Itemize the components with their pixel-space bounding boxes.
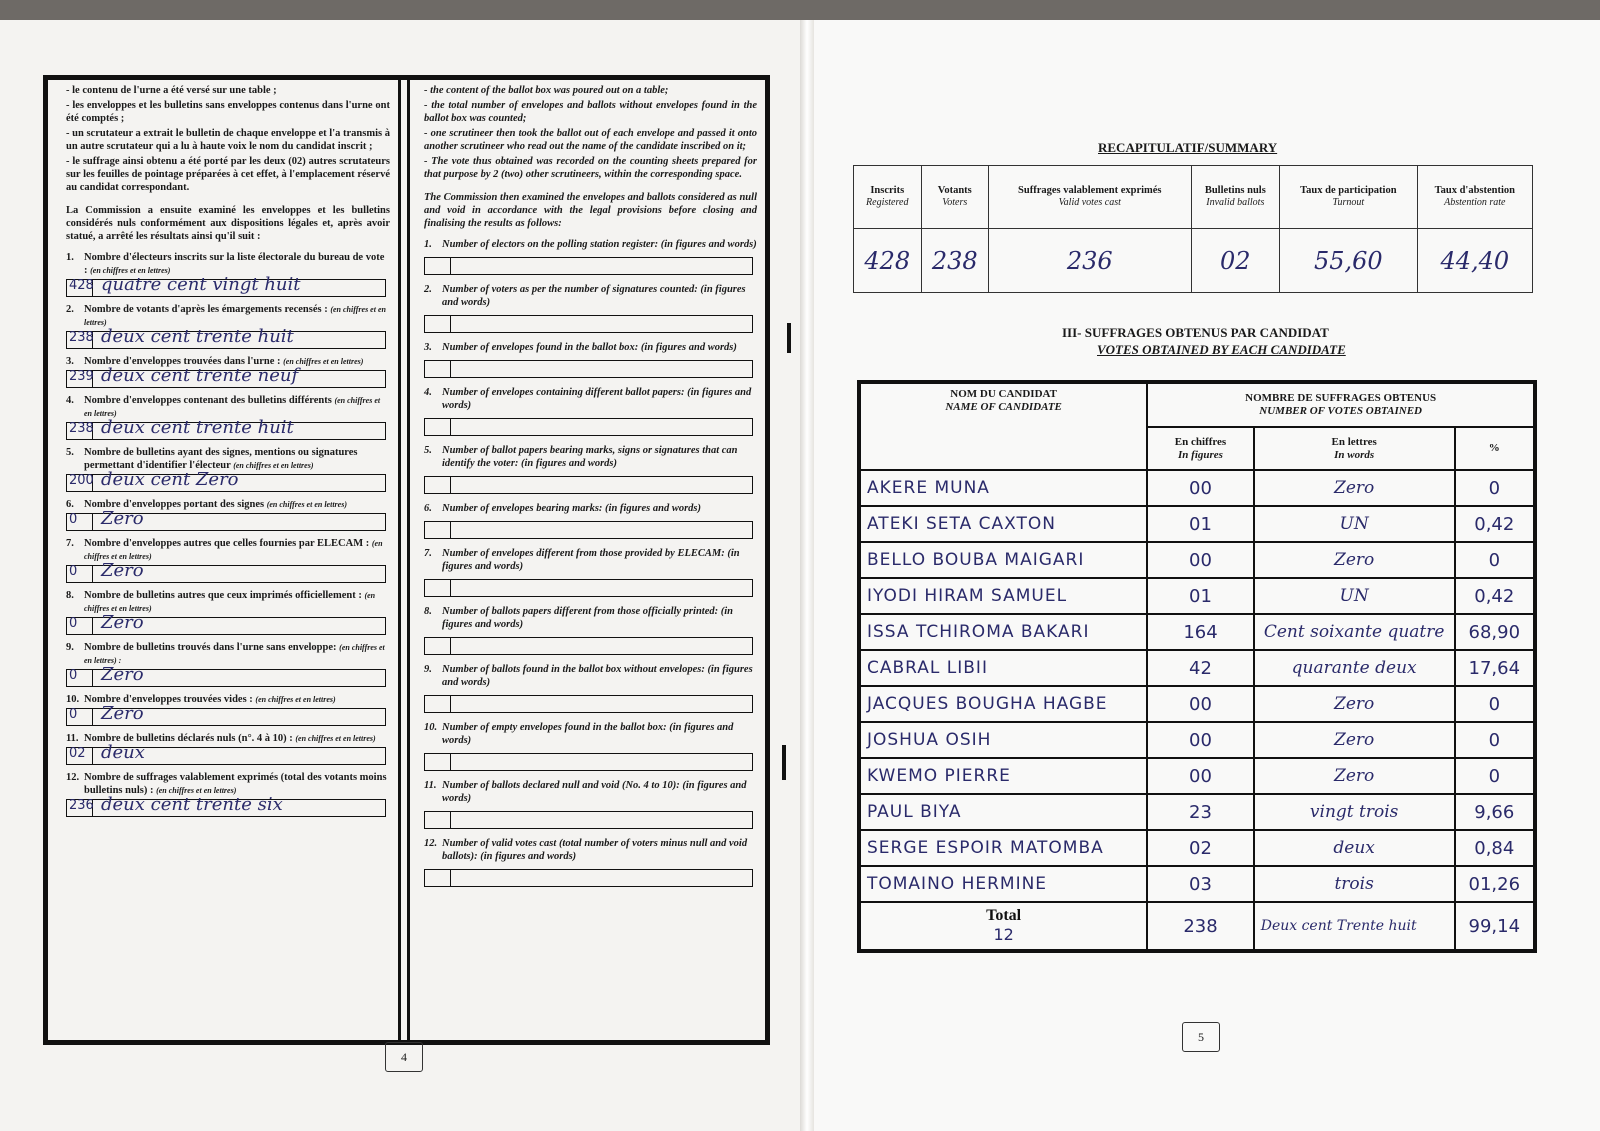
col-header-name (859, 382, 1147, 470)
page-number-right: 5 (1182, 1022, 1220, 1052)
item-question (424, 721, 757, 747)
answer-field[interactable] (66, 365, 386, 388)
item-label: Nombre d'enveloppes trouvées vides : (84, 694, 253, 705)
candidate-row (859, 578, 1535, 614)
item-label: Nombre d'enveloppes trouvées dans l'urne : (84, 356, 281, 367)
candidate-name: KWEMO PIERRE (859, 758, 1147, 794)
summary-header (854, 166, 922, 229)
col-header-words (1254, 427, 1455, 470)
form-item (424, 547, 757, 597)
candidate-percent: 0,84 (1455, 830, 1535, 866)
summary-header-fr: Taux de participation (1300, 185, 1397, 196)
item-label: Nombre de suffrages valablement exprimés (total des votants moins bulletins nuls) : (84, 772, 387, 796)
french-items (66, 251, 390, 817)
col-votes-fr: NOMBRE DE SUFFRAGES OBTENUS (1245, 392, 1437, 404)
item-number: 4. (66, 395, 74, 406)
candidate-figures: 23 (1147, 794, 1253, 830)
form-item (424, 238, 757, 275)
candidate-name: ISSA TCHIROMA BAKARI (859, 614, 1147, 650)
candidate-words: Cent soixante quatre (1254, 614, 1455, 650)
answer-field[interactable] (424, 579, 753, 597)
intro-bullet: - the total number of envelopes and ballots without envelopes found in the ballot box was counted; (424, 100, 757, 124)
candidate-row (859, 794, 1535, 830)
figure-cell (425, 754, 451, 770)
candidate-name: JACQUES BOUGHA HAGBE (859, 686, 1147, 722)
answer-field[interactable] (66, 742, 386, 765)
col-header-percent: % (1455, 427, 1535, 470)
intro-bullet: - The vote thus obtained was recorded on the counting sheets prepared for that purpose by 2 (two) other scrutineers, within the corresponding space. (424, 156, 757, 180)
item-number: 7. (66, 538, 74, 549)
item-number: 2. (66, 304, 74, 315)
item-question (424, 341, 757, 354)
item-question (424, 663, 757, 689)
candidate-percent: 01,26 (1455, 866, 1535, 902)
candidate-figures: 02 (1147, 830, 1253, 866)
item-question (424, 283, 757, 309)
item-question (424, 238, 757, 251)
form-item (424, 502, 757, 539)
item-hint: (en chiffres et en lettres) (84, 591, 376, 613)
form-item (66, 303, 390, 349)
candidate-percent: 17,64 (1455, 650, 1535, 686)
answer-field[interactable] (424, 637, 753, 655)
item-number: 12. (424, 838, 438, 849)
summary-header-fr: Bulletins nuls (1204, 185, 1266, 196)
item-question (424, 547, 757, 573)
candidate-name: PAUL BIYA (859, 794, 1147, 830)
summary-table (853, 165, 1533, 293)
candidate-figures: 00 (1147, 758, 1253, 794)
answer-field[interactable] (424, 869, 753, 887)
answer-field[interactable] (66, 274, 386, 297)
item-label: Nombre de bulletins déclarés nuls (n°. 4 à 10) : (84, 733, 293, 744)
figure-cell (425, 696, 451, 712)
candidate-count: 12 (993, 925, 1014, 944)
form-item (66, 537, 390, 583)
answer-figure: 0 (69, 668, 78, 683)
answer-figure: 200 (69, 473, 94, 488)
answer-words: Zero (101, 703, 144, 724)
answer-field[interactable] (66, 469, 386, 492)
candidate-words: deux (1254, 830, 1455, 866)
form-item (424, 341, 757, 378)
total-row (859, 902, 1535, 951)
intro-bullet: - one scrutineer then took the ballot out of each envelope and passed it onto another scrutineer who read out the name of the candidate inscribed on it; (424, 128, 757, 152)
item-label: Number of envelopes containing different ballot papers: (in figures and words) (442, 387, 752, 411)
item-hint: (en chiffres et en lettres) (233, 461, 314, 470)
intro-bullet: - le suffrage ainsi obtenu a été porté par les deux (02) autres scrutateurs sur les feuilles de pointage préparées à cet effet, à l'emplacement réservé au candidat correspondant. (66, 156, 390, 193)
form-item (66, 446, 390, 492)
form-item (66, 771, 390, 817)
answer-field[interactable] (66, 612, 386, 635)
item-hint: (en chiffres et en lettres) : (84, 643, 385, 665)
item-hint: (en chiffres et en lettres) (84, 539, 383, 561)
candidate-name: IYODI HIRAM SAMUEL (859, 578, 1147, 614)
answer-field[interactable] (424, 695, 753, 713)
intro-bullet: - un scrutateur a extrait le bulletin de chaque enveloppe et l'a transmis à un autre scrutateur qui a lu à haute voix le nom du candidat inscrit ; (66, 128, 390, 152)
summary-header-en: Voters (942, 197, 968, 208)
item-number: 4. (424, 387, 432, 398)
form-item (424, 283, 757, 333)
answer-figure: 0 (69, 707, 78, 722)
answer-field[interactable] (66, 664, 386, 687)
item-label: Nombre d'électeurs inscrits sur la liste électorale du bureau de vote : (84, 252, 385, 276)
figure-cell (425, 870, 451, 886)
item-number: 8. (66, 590, 74, 601)
answer-field[interactable] (424, 360, 753, 378)
answer-field[interactable] (424, 476, 753, 494)
form-item (66, 498, 390, 531)
item-hint: (en chiffres et en lettres) (90, 266, 171, 275)
candidate-percent: 9,66 (1455, 794, 1535, 830)
candidate-figures: 00 (1147, 686, 1253, 722)
item-label: Nombre d'enveloppes contenant des bulletins différents (84, 395, 332, 406)
english-items (424, 238, 757, 887)
answer-figure: 238 (69, 421, 94, 436)
item-number: 5. (424, 445, 432, 456)
item-question (424, 779, 757, 805)
answer-field[interactable] (66, 560, 386, 583)
item-number: 8. (424, 606, 432, 617)
candidate-row (859, 686, 1535, 722)
summary-value: 238 (921, 229, 989, 293)
candidate-words: trois (1254, 866, 1455, 902)
english-column (407, 80, 765, 1040)
answer-figure: 238 (69, 330, 94, 345)
candidate-figures: 00 (1147, 542, 1253, 578)
item-number: 6. (424, 503, 432, 514)
french-paragraph: La Commission a ensuite examiné les enveloppes et les bulletins considérés nuls conformément aux dispositions légales et, après avoir statué, a arrêté les résultats ainsi qu'il suit : (66, 205, 390, 242)
candidate-figures: 03 (1147, 866, 1253, 902)
candidate-name: AKERE MUNA (859, 470, 1147, 506)
total-words: Deux cent Trente huit (1254, 902, 1455, 951)
answer-words: Zero (101, 508, 144, 529)
form-item (66, 394, 390, 440)
answer-field[interactable] (424, 257, 753, 275)
answer-figure: 0 (69, 512, 78, 527)
figure-cell (425, 477, 451, 493)
english-intro (424, 84, 757, 181)
candidate-percent: 0 (1455, 542, 1535, 578)
form-item (424, 663, 757, 713)
answer-figure: 428 (69, 278, 94, 293)
item-label: Number of empty envelopes found in the ballot box: (in figures and words) (442, 722, 734, 746)
summary-header-en: Valid votes cast (1058, 197, 1121, 208)
figure-cell (425, 258, 451, 274)
item-number: 1. (66, 252, 74, 263)
candidate-name: CABRAL LIBII (859, 650, 1147, 686)
item-label: Nombre d'enveloppes autres que celles fournies par ELECAM : (84, 538, 370, 549)
answer-words: quatre cent vingt huit (101, 274, 301, 295)
candidate-figures: 00 (1147, 470, 1253, 506)
col-header-votes (1147, 382, 1535, 427)
votes-table (857, 380, 1537, 953)
intro-bullet: - les enveloppes et les bulletins sans enveloppes contenus dans l'urne ont été comptés ; (66, 100, 390, 124)
answer-words: deux cent Zero (101, 469, 239, 490)
item-label: Nombre de bulletins ayant des signes, mentions ou signatures permettant d'identifier l'électeur (84, 447, 358, 471)
binding-mark (787, 323, 791, 353)
answer-field[interactable] (66, 508, 386, 531)
col-words-en: In words (1334, 448, 1375, 461)
item-hint: (en chiffres et en lettres) (295, 734, 376, 743)
item-number: 3. (66, 356, 74, 367)
summary-value: 55,60 (1280, 229, 1418, 293)
answer-words: deux cent trente huit (101, 417, 294, 438)
answer-field[interactable] (424, 418, 753, 436)
item-label: Number of envelopes different from those provided by ELECAM: (in figures and words) (442, 548, 740, 572)
answer-words: deux cent trente huit (101, 326, 294, 347)
form-item (66, 355, 390, 388)
item-question (424, 837, 757, 863)
col-fig-en: In figures (1178, 448, 1223, 461)
candidate-name: TOMAINO HERMINE (859, 866, 1147, 902)
candidate-words: Zero (1254, 470, 1455, 506)
item-hint: (en chiffres et en lettres) (283, 357, 364, 366)
item-number: 9. (66, 642, 74, 653)
summary-header-fr: Taux d'abstention (1434, 185, 1516, 196)
answer-figure: 0 (69, 564, 78, 579)
candidate-row (859, 470, 1535, 506)
candidate-row (859, 650, 1535, 686)
summary-header (921, 166, 989, 229)
item-number: 9. (424, 664, 432, 675)
answer-words: deux cent trente six (101, 794, 283, 815)
figure-cell (425, 580, 451, 596)
candidate-words: quarante deux (1254, 650, 1455, 686)
col-votes-en: NUMBER OF VOTES OBTAINED (1259, 405, 1422, 417)
item-hint: (en chiffres et en lettres) (84, 305, 386, 327)
item-number: 11. (424, 780, 437, 791)
figure-cell (425, 316, 451, 332)
answer-words: deux (101, 742, 145, 763)
summary-header-en: Turnout (1332, 197, 1365, 208)
summary-value: 02 (1191, 229, 1280, 293)
candidate-row (859, 866, 1535, 902)
candidate-words: UN (1254, 578, 1455, 614)
item-number: 1. (424, 239, 432, 250)
candidate-name: JOSHUA OSIH (859, 722, 1147, 758)
col-fig-fr: En chiffres (1174, 435, 1227, 448)
candidate-percent: 0,42 (1455, 506, 1535, 542)
candidate-name: ATEKI SETA CAXTON (859, 506, 1147, 542)
form-item (66, 732, 390, 765)
candidate-words: vingt trois (1254, 794, 1455, 830)
item-number: 5. (66, 447, 74, 458)
item-label: Number of ballots found in the ballot box without envelopes: (in figures and words) (442, 664, 753, 688)
candidate-percent: 68,90 (1455, 614, 1535, 650)
summary-header-en: Invalid ballots (1206, 197, 1265, 208)
item-number: 12. (66, 772, 80, 783)
answer-field[interactable] (424, 811, 753, 829)
form-item (66, 693, 390, 726)
figure-cell (425, 361, 451, 377)
answer-field[interactable] (424, 521, 753, 539)
summary-header-fr: Inscrits (870, 185, 905, 196)
summary-title: RECAPITULATIF/SUMMARY (1098, 140, 1278, 155)
candidate-figures: 164 (1147, 614, 1253, 650)
total-cell (859, 902, 1147, 951)
total-percent: 99,14 (1455, 902, 1535, 951)
answer-figure: 239 (69, 369, 94, 384)
form-item (424, 779, 757, 829)
item-question (424, 386, 757, 412)
item-number: 6. (66, 499, 74, 510)
candidate-percent: 0 (1455, 686, 1535, 722)
candidate-percent: 0 (1455, 470, 1535, 506)
item-label: Number of ballots declared null and void (No. 4 to 10): (in figures and words) (442, 780, 747, 804)
intro-bullet: - le contenu de l'urne a été versé sur une table ; (66, 85, 277, 96)
candidate-words: Zero (1254, 722, 1455, 758)
answer-words: Zero (101, 560, 144, 581)
candidate-words: Zero (1254, 542, 1455, 578)
item-label: Number of valid votes cast (total number of voters minus null and void ballots): (in figures and words) (442, 838, 748, 862)
binding-mark (782, 745, 786, 780)
figure-cell (425, 812, 451, 828)
form-item (424, 721, 757, 771)
answer-field[interactable] (66, 417, 386, 440)
col-words-fr: En lettres (1331, 435, 1377, 448)
english-paragraph: The Commission then examined the envelopes and ballots considered as null and void in accordance with the legal provisions before closing and finalising the results as follows: (424, 192, 757, 229)
item-label: Number of ballots papers different from those officially printed: (in figures and words) (442, 606, 733, 630)
book-spine (800, 20, 814, 1131)
candidate-row (859, 542, 1535, 578)
answer-figure: 02 (69, 746, 86, 761)
summary-header (989, 166, 1192, 229)
answer-words: Zero (101, 612, 144, 633)
item-label: Nombre de bulletins trouvés dans l'urne sans enveloppe: (84, 642, 337, 653)
answer-words: deux cent trente neuf (101, 365, 299, 386)
candidate-figures: 00 (1147, 722, 1253, 758)
answer-field[interactable] (66, 703, 386, 726)
item-number: 3. (424, 342, 432, 353)
form-item (424, 386, 757, 436)
summary-header (1191, 166, 1280, 229)
total-label: Total (986, 907, 1022, 924)
page-number-left: 4 (385, 1042, 423, 1072)
intro-bullet: - the content of the ballot box was poured out on a table; (424, 85, 669, 96)
col-header-figures (1147, 427, 1253, 470)
item-label: Number of envelopes bearing marks: (in figures and words) (442, 503, 702, 514)
item-number: 10. (66, 694, 80, 705)
candidate-percent: 0 (1455, 722, 1535, 758)
summary-header-fr: Suffrages valablement exprimés (1018, 185, 1162, 196)
col-name-fr: NOM DU CANDIDAT (950, 388, 1057, 400)
item-hint: (en chiffres et en lettres) (255, 695, 336, 704)
section-title-fr: III- SUFFRAGES OBTENUS PAR CANDIDAT (1062, 325, 1329, 340)
candidate-row (859, 758, 1535, 794)
item-number: 10. (424, 722, 438, 733)
figure-cell (425, 638, 451, 654)
minutes-form (43, 75, 770, 1045)
candidate-figures: 01 (1147, 578, 1253, 614)
form-item (424, 605, 757, 655)
candidate-words: UN (1254, 506, 1455, 542)
item-label: Nombre de votants d'après les émargements recensés : (84, 304, 328, 315)
candidate-row (859, 614, 1535, 650)
summary-header (1417, 166, 1532, 229)
candidate-row (859, 722, 1535, 758)
answer-field[interactable] (66, 794, 386, 817)
answer-words: Zero (101, 664, 144, 685)
summary-header-en: Abstention rate (1444, 197, 1506, 208)
item-label: Number of voters as per the number of signatures counted: (in figures and words) (442, 284, 746, 308)
answer-field[interactable] (424, 315, 753, 333)
candidate-row (859, 830, 1535, 866)
candidate-name: BELLO BOUBA MAIGARI (859, 542, 1147, 578)
item-label: Nombre d'enveloppes portant des signes (84, 499, 265, 510)
item-question (424, 444, 757, 470)
candidate-percent: 0,42 (1455, 578, 1535, 614)
item-label: Number of ballot papers bearing marks, signs or signatures that can identify the voter: (in figures and words) (442, 445, 738, 469)
item-label: Number of electors on the polling station register: (in figures and words) (442, 239, 757, 250)
figure-cell (425, 419, 451, 435)
answer-field[interactable] (66, 326, 386, 349)
candidate-row (859, 506, 1535, 542)
candidate-figures: 42 (1147, 650, 1253, 686)
col-name-en: NAME OF CANDIDATE (945, 401, 1062, 413)
french-intro (66, 84, 390, 194)
form-item (66, 251, 390, 297)
answer-figure: 236 (69, 798, 94, 813)
summary-header (1280, 166, 1418, 229)
form-item (424, 444, 757, 494)
item-number: 7. (424, 548, 432, 559)
item-question (424, 605, 757, 631)
summary-value: 428 (854, 229, 922, 293)
item-number: 11. (66, 733, 79, 744)
summary-header-en: Registered (866, 197, 909, 208)
candidate-words: Zero (1254, 686, 1455, 722)
item-question (424, 502, 757, 515)
answer-figure: 0 (69, 616, 78, 631)
candidate-percent: 0 (1455, 758, 1535, 794)
summary-header-fr: Votants (937, 185, 972, 196)
form-item (66, 641, 390, 687)
candidate-name: SERGE ESPOIR MATOMBA (859, 830, 1147, 866)
candidate-words: Zero (1254, 758, 1455, 794)
answer-field[interactable] (424, 753, 753, 771)
item-number: 2. (424, 284, 432, 295)
item-hint: (en chiffres et en lettres) (84, 396, 381, 418)
item-hint: (en chiffres et en lettres) (156, 786, 237, 795)
summary-value: 236 (989, 229, 1192, 293)
item-hint: (en chiffres et en lettres) (266, 500, 347, 509)
section-title-en: VOTES OBTAINED BY EACH CANDIDATE (1097, 342, 1346, 357)
candidate-figures: 01 (1147, 506, 1253, 542)
figure-cell (425, 522, 451, 538)
form-item (66, 589, 390, 635)
form-item (424, 837, 757, 887)
total-figures: 238 (1147, 902, 1253, 951)
summary-value: 44,40 (1417, 229, 1532, 293)
french-column (48, 80, 401, 1040)
item-label: Nombre de bulletins autres que ceux imprimés officiellement : (84, 590, 362, 601)
item-label: Number of envelopes found in the ballot box: (in figures and words) (442, 342, 737, 353)
